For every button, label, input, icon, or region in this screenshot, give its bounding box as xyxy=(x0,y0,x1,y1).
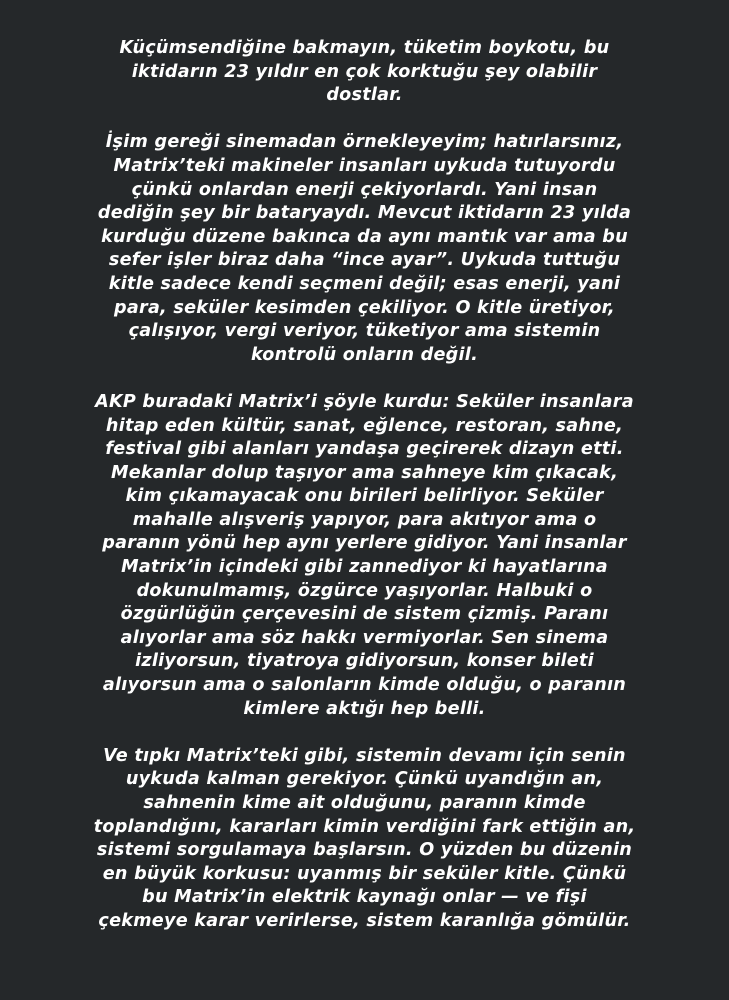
text-line: toplandığını, kararları kimin verdiğini fark ettiğin an, xyxy=(93,816,636,837)
text-line: Küçümsendiğine bakmayın, tüketim boykotu, bu xyxy=(119,38,610,58)
text-line: Ve tıpkı Matrix’teki gibi, sistemin devamı için senin xyxy=(103,745,626,766)
text-line: dediğin şey bir bataryaydı. Mevcut iktidarın 23 yılda xyxy=(97,203,632,224)
text-line: AKP buradaki Matrix’i şöyle kurdu: Seküler insanlara xyxy=(95,391,634,412)
text-line: bu Matrix’in elektrik kaynağı onlar — ve fişi xyxy=(142,887,587,908)
text-line: kim çıkamayacak onu birileri belirliyor. Seküler xyxy=(125,486,604,507)
paragraph-conclusion xyxy=(38,745,691,934)
text-line: iktidarın 23 yıldır en çok korktuğu şey olabilir xyxy=(131,61,598,82)
text-line: alıyorsun ama o salonların kimde olduğu, o paranın xyxy=(102,675,627,696)
text-line: sahnenin kime ait olduğunu, paranın kimde xyxy=(143,793,586,813)
text-line: kimlere aktığı hep belli. xyxy=(243,698,486,719)
text-line: kontrolü onların değil. xyxy=(250,344,479,365)
text-line: festival gibi alanları yandaşa geçirerek dizayn etti. xyxy=(105,439,624,460)
text-line: özgürlüğün çerçevesini de sistem çizmiş. Paranı xyxy=(120,604,609,625)
text-line: Matrix’teki makineler insanları uykuda tutuyordu xyxy=(113,155,616,176)
text-line: alıyorlar ama söz hakkı vermiyorlar. Sen sinema xyxy=(120,627,609,648)
text-line: dostlar. xyxy=(326,85,403,106)
text-line: para, seküler kesimden çekiliyor. O kitle üretiyor, xyxy=(114,297,615,318)
text-line: izliyorsun, tiyatroya gidiyorsun, konser bileti xyxy=(135,651,594,672)
text-line: paranın yönü hep aynı yerlere gidiyor. Yani insanlar xyxy=(102,533,627,554)
text-line: mahalle alışveriş yapıyor, para akıtıyor ama o xyxy=(132,509,597,530)
text-line: Matrix’in içindeki gibi zannediyor ki hayatlarına xyxy=(121,557,608,578)
text-line: çalışıyor, vergi veriyor, tüketiyor ama sistemin xyxy=(128,321,601,342)
text-line: sistemi sorgulamaya başlarsın. O yüzden bu düzenin xyxy=(96,840,633,861)
text-line: dokunulmamış, özgürce yaşıyorlar. Halbuki o xyxy=(136,580,593,601)
text-line: kurduğu düzene bakınca da aynı mantık var ama bu xyxy=(101,226,628,247)
text-line: kitle sadece kendi seçmeni değil; esas enerji, yani xyxy=(108,273,621,294)
paragraph-intro xyxy=(38,37,691,108)
text-line: sefer işler biraz daha “ince ayar”. Uykuda tuttuğu xyxy=(108,250,621,271)
paragraph-akp-matrix xyxy=(38,391,691,721)
text-line: hitap eden kültür, sanat, eğlence, restoran, sahne, xyxy=(105,415,624,436)
text-line: Mekanlar dolup taşıyor ama sahneye kim çıkacak, xyxy=(110,462,619,483)
text-line: çünkü onlardan enerji çekiyorlardı. Yani insan xyxy=(131,179,598,200)
text-line: en büyük korkusu: uyanmış bir seküler kitle. Çünkü xyxy=(102,863,627,884)
text-line: çekmeye karar verirlerse, sistem karanlığa gömülür. xyxy=(98,910,631,931)
paragraph-matrix-analogy xyxy=(38,131,691,367)
text-line: uykuda kalman gerekiyor. Çünkü uyandığın an, xyxy=(125,769,604,790)
text-line: İşim gereği sinemadan örnekleyeyim; hatırlarsınız, xyxy=(105,132,624,153)
